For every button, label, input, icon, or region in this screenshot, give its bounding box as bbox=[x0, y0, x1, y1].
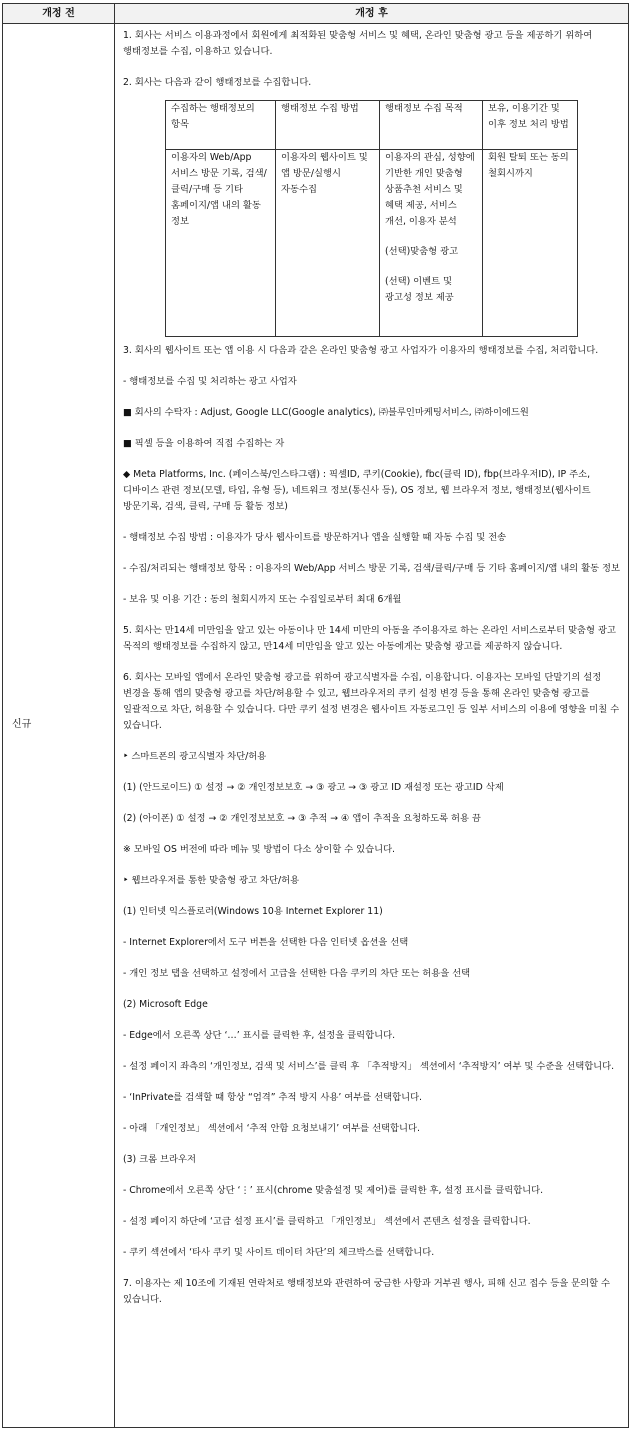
td-purpose bbox=[380, 150, 483, 337]
paragraph-1: 1. 회사는 서비스 이용과정에서 회원에게 최적화된 맞춤형 서비스 및 혜택, 온라인 맞춤형 광고 등을 제공하기 위하여 행태정보를 수집, 이용하고 있습니다. bbox=[123, 30, 593, 57]
new-label: 신규 bbox=[12, 719, 32, 730]
header-after: 개정 후 bbox=[355, 8, 388, 19]
list-item: ‣ 스마트폰의 광고식별자 차단/허용 bbox=[123, 751, 267, 762]
list-item: (3) 크롬 브라우저 bbox=[123, 1154, 196, 1165]
td-method: 이용자의 웹사이트 및 앱 방문/실행시 자동수집 bbox=[276, 150, 380, 337]
list-item: ◆ Meta Platforms, Inc. (페이스북/인스타그램) : 픽셀ID, 쿠키(Cookie), fbc(클릭 ID), fbp(브라우저ID), IP 주소, 디바이스 관련 정보(모델, 타입, 유형 등), 네트워크 정보(통신사 등), OS 정보, 웹 브라우저 정보, 행태정보(웹사이트 방문기록, 검색, 클릭, 구매 등 활동 정보) bbox=[123, 469, 591, 512]
list-item: ‣ 웹브라우저를 통한 맞춤형 광고 차단/허용 bbox=[123, 875, 300, 886]
th-purpose: 행태정보 수집 목적 bbox=[380, 101, 483, 150]
list-item: 7. 이용자는 제 10조에 기재된 연락처로 행태정보와 관련하여 궁금한 사항과 거부권 행사, 피해 신고 접수 등을 문의할 수 있습니다. bbox=[123, 1278, 611, 1305]
list-item: - Chrome에서 오른쪽 상단 ‘⋮’ 표시(chrome 맞춤설정 및 제어)를 클릭한 후, 설정 표시를 클릭합니다. bbox=[123, 1185, 544, 1196]
table-header-row bbox=[3, 4, 628, 24]
list-item: - 행태정보를 수집 및 처리하는 광고 사업자 bbox=[123, 376, 297, 387]
revision-table bbox=[2, 3, 629, 1428]
list-item: - 쿠키 섹션에서 ‘타사 쿠키 및 사이트 데이터 차단’의 체크박스를 선택합니다. bbox=[123, 1247, 435, 1258]
td-item: 이용자의 Web/App 서비스 방문 기록, 검색/클릭/구매 등 기타 홈페이지/앱 내의 활동 정보 bbox=[166, 150, 276, 337]
list-item: (2) Microsoft Edge bbox=[123, 999, 208, 1010]
purpose-main: 이용자의 관심, 성향에 기반한 개인 맞춤형 상품추천 서비스 및 혜택 제공, 서비스 개선, 이용자 분석 bbox=[385, 152, 475, 227]
th-period: 보유, 이용기간 및 이후 정보 처리 방법 bbox=[483, 101, 578, 150]
list-item: - 아래 「개인정보」 섹션에서 ‘추적 안함 요청보내기’ 여부를 선택합니다. bbox=[123, 1123, 420, 1134]
list-item: 6. 회사는 모바일 앱에서 온라인 맞춤형 광고를 위하여 광고식별자를 수집, 이용합니다. 이용자는 모바일 단말기의 설정 변경을 통해 앱의 맞춤형 광고를 차단/허용할 수 있고, 웹브라우저의 쿠키 설정 변경 등을 통해 온라인 맞춤형 광고를 일괄적으로 차단, 허용할 수 있습니다. 다만 쿠키 설정 변경은 웹사이트 자동로그인 등 일부 서비스의 이용에 영향을 미칠 수 있습니다. bbox=[123, 672, 620, 731]
list-item: - 보유 및 이용 기간 : 동의 철회시까지 또는 수집일로부터 최대 6개월 bbox=[123, 594, 402, 605]
purpose-ads: (선택)맞춤형 광고 bbox=[385, 246, 459, 257]
list-item: - Edge에서 오른쪽 상단 ‘…’ 표시를 클릭한 후, 설정을 클릭합니다. bbox=[123, 1030, 396, 1041]
paragraph-list bbox=[123, 343, 624, 1308]
list-item: (2) (아이폰) ① 설정 → ② 개인정보보호 → ③ 추적 → ④ 앱이 추적을 요청하도록 허용 끔 bbox=[123, 813, 481, 824]
list-item: - 수집/처리되는 행태정보 항목 : 이용자의 Web/App 서비스 방문 기록, 검색/클릭/구매 등 기타 홈페이지/앱 내의 활동 정보 bbox=[123, 563, 620, 574]
th-item: 수집하는 행태정보의 항목 bbox=[166, 101, 276, 150]
list-item: 3. 회사의 웹사이트 또는 앱 이용 시 다음과 같은 온라인 맞춤형 광고 사업자가 이용자의 행태정보를 수집, 처리합니다. bbox=[123, 345, 599, 356]
list-item: - 설정 페이지 좌측의 ‘개인정보, 검색 및 서비스’를 클릭 후 「추적방지」 섹션에서 ‘추적방지’ 여부 및 수준을 선택합니다. bbox=[123, 1061, 615, 1072]
th-method: 행태정보 수집 방법 bbox=[276, 101, 380, 150]
list-item: ■ 회사의 수탁자 : Adjust, Google LLC(Google analytics), ㈜블루인마케팅서비스, ㈜하이에드원 bbox=[123, 407, 529, 418]
list-item: - 설정 페이지 하단에 ‘고급 설정 표시’를 클릭하고 「개인정보」 섹션에서 콘텐츠 설정을 클릭합니다. bbox=[123, 1216, 531, 1227]
paragraph-2: 2. 회사는 다음과 같이 행태정보를 수집합니다. bbox=[123, 77, 312, 88]
list-item: ※ 모바일 OS 버전에 따라 메뉴 및 방법이 다소 상이할 수 있습니다. bbox=[123, 844, 396, 855]
list-item: - ‘InPrivate를 검색할 때 항상 “엄격” 추적 방지 사용’ 여부를 선택합니다. bbox=[123, 1092, 423, 1103]
list-item: - 행태정보 수집 방법 : 이용자가 당사 웹사이트를 방문하거나 앱을 실행할 때 자동 수집 및 전송 bbox=[123, 532, 507, 543]
list-item: (1) 인터넷 익스플로러(Windows 10용 Internet Explorer 11) bbox=[123, 906, 383, 917]
td-period: 회원 탈퇴 또는 동의 철회시까지 bbox=[483, 150, 578, 337]
list-item: - 개인 정보 탭을 선택하고 설정에서 고급을 선택한 다음 쿠키의 차단 또는 허용을 선택 bbox=[123, 968, 471, 979]
after-column bbox=[115, 24, 628, 1427]
purpose-events: (선택) 이벤트 및 광고성 정보 제공 bbox=[385, 276, 454, 303]
before-column bbox=[3, 24, 115, 1427]
list-item: 5. 회사는 만14세 미만임을 알고 있는 아동이나 만 14세 미만의 아동을 주이용자로 하는 온라인 서비스로부터 맞춤형 광고 목적의 행태정보를 수집하지 않고, 만14세 미만임을 알고 있는 아동에게는 맞춤형 광고를 제공하지 않습니다. bbox=[123, 625, 616, 652]
table-row bbox=[166, 101, 578, 150]
list-item: - Internet Explorer에서 도구 버튼을 선택한 다음 인터넷 옵션을 선택 bbox=[123, 937, 409, 948]
header-before: 개정 전 bbox=[3, 4, 115, 23]
table-row bbox=[166, 150, 578, 337]
behavior-info-table bbox=[165, 100, 578, 337]
list-item: (1) (안드로이드) ① 설정 → ② 개인정보보호 → ③ 광고 → ③ 광고 ID 재설정 또는 광고ID 삭제 bbox=[123, 782, 504, 793]
list-item: ■ 픽셀 등을 이용하여 직접 수집하는 자 bbox=[123, 438, 285, 449]
